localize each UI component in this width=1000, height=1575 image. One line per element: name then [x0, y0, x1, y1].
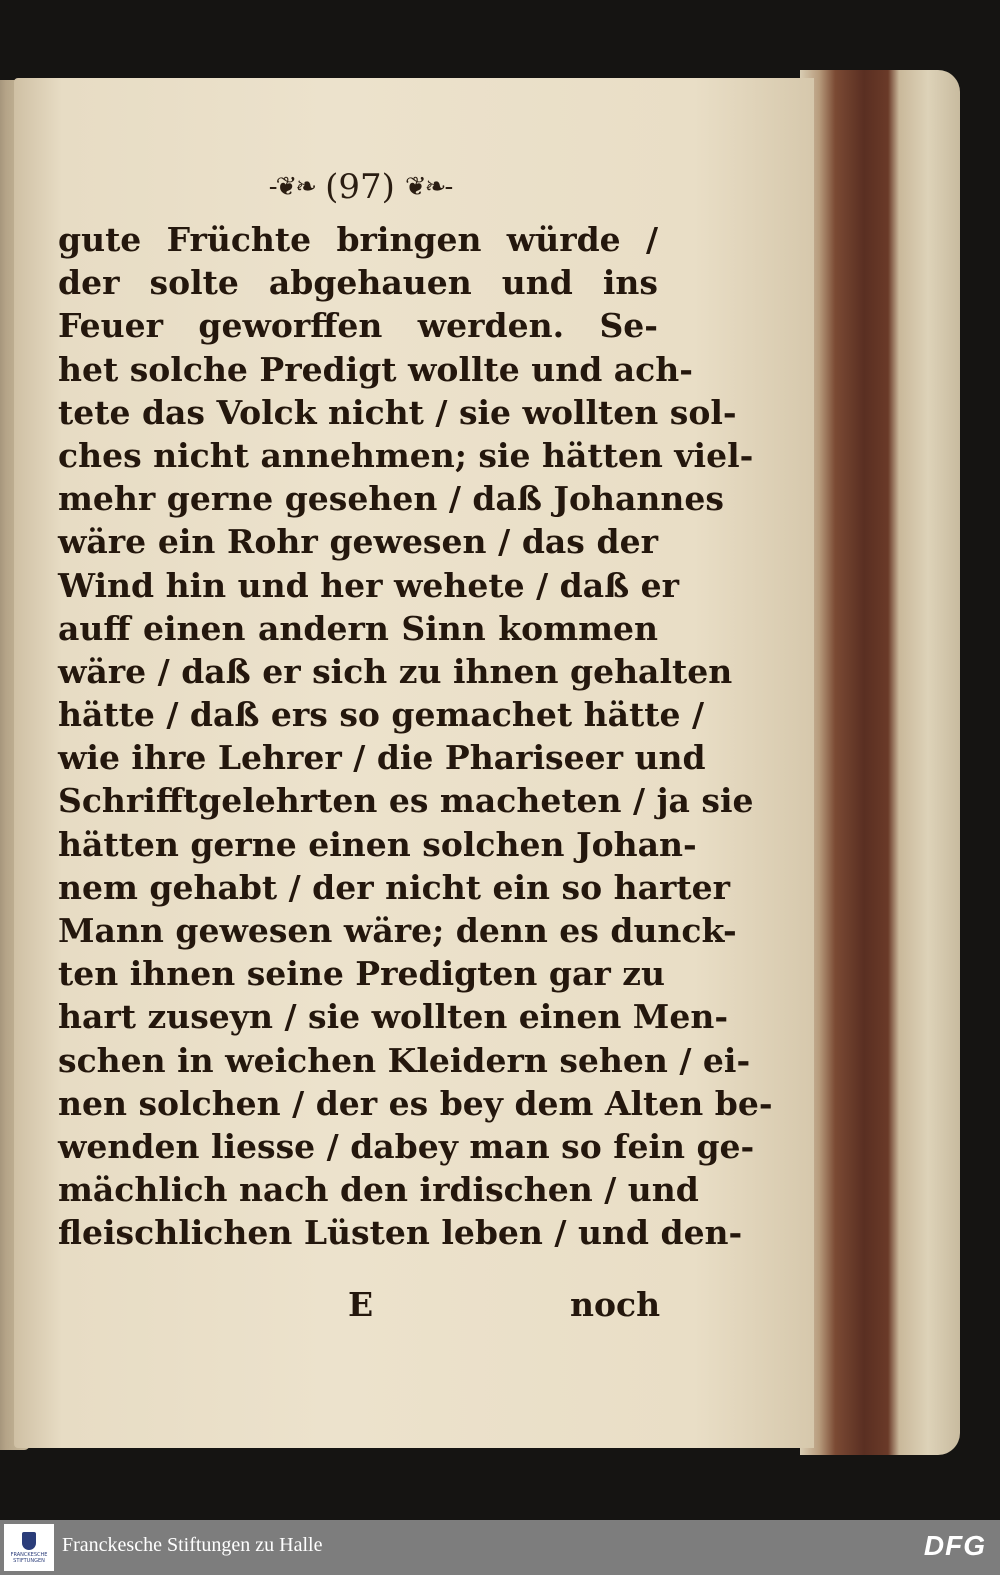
text-line: Wind hin und her wehete / daß er: [58, 565, 680, 605]
text-line: Schrifftgelehrten es macheten / ja sie: [58, 781, 754, 821]
institution-name: Franckesche Stiftungen zu Halle: [62, 1534, 323, 1556]
text-line: Mann gewesen wäre; denn es dunck-: [58, 911, 737, 950]
text-line: tete das Volck nicht / sie wollten sol-: [58, 392, 737, 432]
text-line: ches nicht annehmen; sie hätten viel-: [58, 435, 754, 475]
text-line: nem gehabt / der nicht ein so harter: [58, 867, 730, 907]
page-number: (97): [325, 167, 395, 207]
text-line: schen in weichen Kleidern sehen / ei-: [58, 1040, 751, 1080]
text-line: mehr gerne gesehen / daß Johannes: [58, 479, 724, 519]
text-line: hätte / daß ers so gemachet hätte /: [58, 695, 705, 735]
logo-text: FRANCKESCHE STIFTUNGEN: [10, 1551, 48, 1564]
page-header: [200, 162, 520, 212]
text-line: auff einen andern Sinn kommen: [58, 608, 658, 648]
footer-bar: [0, 1520, 1000, 1575]
text-line: ten ihnen seine Predigten gar zu: [58, 954, 665, 994]
text-line: fleischlichen Lüsten leben / und den-: [58, 1213, 743, 1253]
text-line: wäre ein Rohr gewesen / das der: [58, 522, 658, 562]
text-line: hätten gerne einen solchen Johan-: [58, 824, 697, 864]
text-line: wäre / daß er sich zu ihnen gehalten: [58, 651, 733, 691]
text-line: wie ihre Lehrer / die Phariseer und: [58, 738, 706, 778]
dfg-logo[interactable]: DFG: [923, 1530, 986, 1561]
header-ornament-right: ❦❧-: [404, 172, 452, 202]
text-line: mächlich nach den irdischen / und: [58, 1170, 699, 1210]
signature-mark: E: [348, 1285, 374, 1324]
text-line: Feuer geworffen werden. Se-: [58, 306, 658, 346]
text-line: het solche Predigt wollte und ach-: [58, 349, 693, 389]
header-ornament-left: -❦❧: [268, 172, 316, 202]
text-line: der solte abgehauen und ins: [58, 263, 658, 303]
text-line: nen solchen / der es bey dem Alten be-: [58, 1083, 773, 1123]
catchword: noch: [570, 1285, 661, 1324]
institution-logo[interactable]: [4, 1524, 54, 1571]
text-line: gute Früchte bringen würde /: [58, 220, 658, 259]
crest-icon: [22, 1532, 36, 1550]
text-line: hart zuseyn / sie wollten einen Men-: [58, 997, 729, 1037]
text-line: wenden liesse / dabey man so fein ge-: [58, 1126, 755, 1166]
book-page-edges: [800, 70, 960, 1455]
page-text: [58, 218, 773, 1255]
